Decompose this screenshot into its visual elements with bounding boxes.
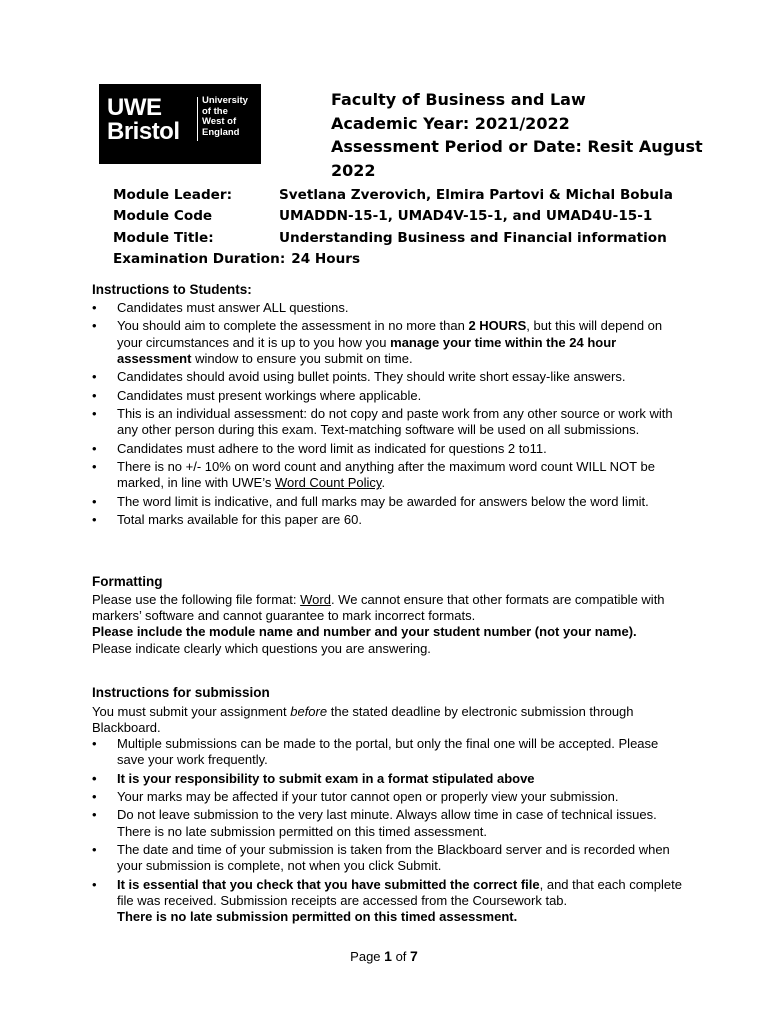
text-run-bold: It is essential that you check that you have submitted the correct file	[117, 876, 540, 892]
formatting-bold-note: Please include the module name and number and your student number (not your name).	[92, 624, 637, 640]
text-run-bold: manage your time within the 24 hour assessment	[117, 334, 617, 366]
submission-intro	[92, 704, 682, 736]
text-run: window to ensure you submit on time.	[191, 350, 413, 366]
module-title-value: Understanding Business and Financial information	[279, 229, 667, 246]
logo-sub-line: University	[202, 95, 248, 106]
list-item: • The date and time of your submission is taken from the Blackboard server and is recorded when your submission is complete, not when you click Submit.	[92, 842, 682, 874]
logo-divider	[197, 97, 198, 141]
assessment-period-line1: Assessment Period or Date: Resit August	[331, 137, 703, 156]
word-count-policy-link[interactable]: Word Count Policy	[274, 475, 382, 491]
module-title-label: Module Title:	[113, 229, 214, 246]
text-run: You should aim to complete the assessment in no more than	[117, 318, 469, 334]
text-run: You must submit your assignment	[92, 704, 291, 719]
current-page-number: 1	[384, 948, 392, 964]
list-item: • Multiple submissions can be made to the portal, but only the final one will be accepted. Please save your work frequently.	[92, 736, 682, 768]
text-run: .	[381, 475, 386, 491]
module-leader-label: Module Leader:	[113, 187, 233, 203]
uwe-bristol-logo	[99, 84, 261, 164]
list-item: • Candidates must answer ALL questions.	[92, 300, 682, 316]
exam-duration-label: Examination Duration:	[113, 251, 286, 268]
list-item	[92, 877, 682, 926]
formatting-note: Please indicate clearly which questions you are answering.	[92, 640, 431, 656]
list-item: • Candidates should avoid using bullet points. They should write short essay-like answers.	[92, 369, 682, 385]
exam-duration-row	[113, 249, 360, 270]
exam-duration-value: 24 Hours	[291, 251, 361, 268]
formatting-body	[92, 592, 682, 657]
module-code-label: Module Code	[113, 208, 213, 225]
page-label: Page	[350, 949, 385, 964]
document-header	[331, 88, 731, 182]
list-item: • This is an individual assessment: do not copy and paste work from any other source or work with any other person during this exam. Text-matching software will be used on all submissions.	[92, 406, 682, 438]
academic-year: Academic Year: 2021/2022	[331, 113, 570, 133]
text-run-bold: There is no late submission permitted on this timed assessment.	[117, 908, 518, 924]
text-run-bold: 2 HOURS	[468, 318, 527, 334]
logo-sub-line: of the	[202, 105, 228, 117]
text-run: . We cannot ensure that other formats are compatible with markers’ software and cannot guarantee to mark incorrect formats.	[92, 592, 665, 624]
faculty-title: Faculty of Business and Law	[331, 90, 586, 109]
module-leader-row	[113, 185, 673, 206]
list-item: • Your marks may be affected if your tutor cannot open or properly view your submission.	[92, 789, 682, 805]
submission-list	[92, 736, 682, 927]
of-label: of	[391, 949, 411, 964]
text-run-italic: before	[290, 704, 328, 719]
formatting-paragraph	[92, 592, 682, 624]
word-format-link[interactable]: Word	[300, 592, 331, 607]
list-item: • Candidates must present workings where applicable.	[92, 388, 682, 404]
list-item: • Do not leave submission to the very last minute. Always allow time in case of technical issues. There is no late submission permitted on this timed assessment.	[92, 807, 682, 839]
instructions-list	[92, 300, 682, 530]
logo-uwe: UWE	[107, 94, 162, 121]
text-run: the stated deadline by electronic submission through Blackboard.	[92, 704, 634, 736]
list-item: • It is your responsibility to submit exam in a format stipulated above	[92, 771, 682, 787]
list-item: • The word limit is indicative, and full marks may be awarded for answers below the word limit.	[92, 494, 682, 510]
module-leader-value: Svetlana Zverovich, Elmira Partovi & Michal Bobula	[279, 187, 673, 203]
logo-sub-line: West of	[202, 116, 237, 127]
submission-heading: Instructions for submission	[92, 685, 270, 700]
module-code-value: UMADDN-15-1, UMAD4V-15-1, and UMAD4U-15-1	[279, 208, 653, 225]
formatting-heading: Formatting	[92, 574, 163, 589]
module-title-row	[113, 228, 667, 249]
instructions-heading: Instructions to Students:	[92, 282, 252, 297]
text-run: Please use the following file format:	[92, 592, 301, 607]
logo-sub-line: England	[202, 126, 240, 138]
module-info	[113, 185, 673, 271]
text-run: , and that each complete file was received. Submission receipts are accessed from the Coursework tab.	[117, 876, 682, 908]
list-item: • Total marks available for this paper are 60.	[92, 512, 682, 528]
assessment-period-line2: 2022	[331, 160, 376, 180]
list-item	[92, 459, 682, 491]
logo-bristol: Bristol	[107, 118, 180, 145]
list-item: • Candidates must adhere to the word limit as indicated for questions 2 to11.	[92, 441, 682, 457]
text-run: There is no +/- 10% on word count and anything after the maximum word count WILL NOT be marked, in line with UWE’s	[117, 458, 655, 491]
text-run: , but this will depend on your circumstances and it is up to you how you	[117, 318, 663, 350]
page-footer	[0, 948, 768, 964]
total-page-number: 7	[410, 948, 418, 964]
logo-subtitle	[202, 96, 248, 138]
list-item	[92, 318, 682, 367]
module-code-row	[113, 206, 653, 227]
